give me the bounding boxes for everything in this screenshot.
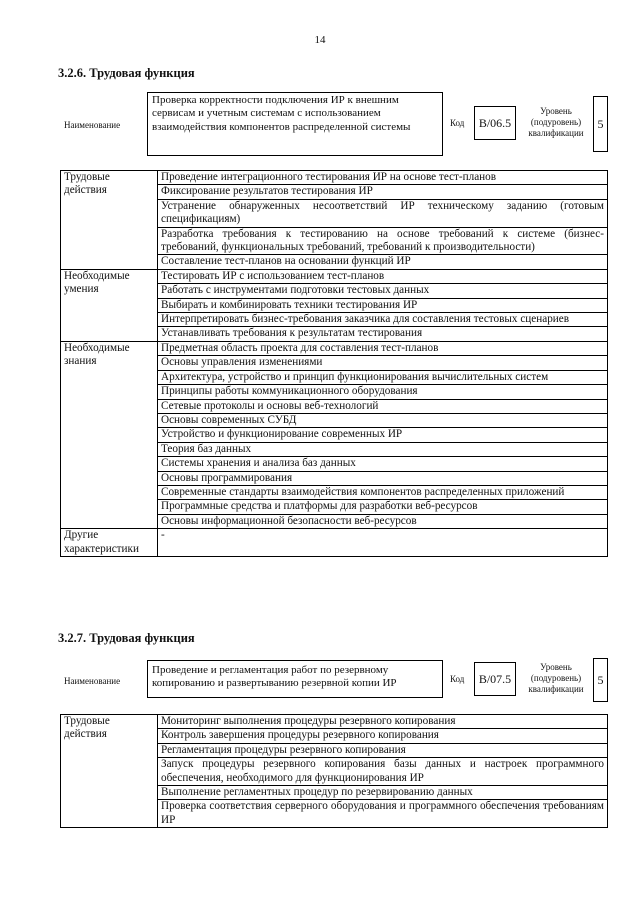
level-label: Уровень (подуровень) квалификации [528,106,584,138]
page-number: 14 [314,34,326,46]
function-name: Проверка корректности подключения ИР к внешним сервисам и учетным системам с использованием взаимодействия компонентов распределенной системы [152,94,411,133]
function-table [60,714,608,828]
function-header [60,658,608,702]
item-cell: Интерпретировать бизнес-требования заказчика для составления тестовых сценариев [158,313,608,327]
item-cell: Основы современных СУБД [158,413,608,427]
table-row [61,269,608,283]
item-cell: Тестировать ИР с использованием тест-планов [158,269,608,283]
section-title: 3.2.7. Трудовая функция [58,631,195,645]
level-box [593,96,608,152]
table-row [61,341,608,355]
item-cell: Современные стандарты взаимодействия компонентов распределенных приложений [158,485,608,499]
item-cell: Составление тест-планов на основании функций ИР [158,255,608,269]
category-cell: Другие характеристики [61,529,158,557]
item-cell: Системы хранения и анализа баз данных [158,457,608,471]
function-name: Проведение и регламентация работ по резервному копированию и развертыванию резервной копии ИР [152,664,397,690]
item-cell: Устройство и функционирование современных ИР [158,428,608,442]
item-cell: Выбирать и комбинировать техники тестирования ИР [158,298,608,312]
item-cell: Запуск процедуры резервного копирования базы данных и настроек программного обеспечения, необходимого для функционирования ИР [158,758,608,786]
category-cell: Необходимые умения [61,269,158,341]
item-cell: Программные средства и платформы для разработки веб-ресурсов [158,500,608,514]
item-cell: Устанавливать требования к результатам тестирования [158,327,608,341]
item-cell: Работать с инструментами подготовки тестовых данных [158,284,608,298]
item-cell: Мониторинг выполнения процедуры резервного копирования [158,715,608,729]
category-cell: Трудовые действия [61,171,158,270]
table-row [61,529,608,557]
function-name-box [147,660,443,698]
name-label: Наименование [64,676,121,686]
table-row [61,171,608,185]
item-cell: Предметная область проекта для составления тест-планов [158,341,608,355]
item-cell: Проведение интеграционного тестирования ИР на основе тест-планов [158,171,608,185]
item-cell: Основы программирования [158,471,608,485]
category-cell: Необходимые знания [61,341,158,528]
item-cell: Проверка соответствия серверного оборудования и программного обеспечения требованиям ИР [158,800,608,828]
item-cell: Теория баз данных [158,442,608,456]
code-label: Код [450,118,465,128]
level-value: 5 [597,116,604,131]
item-cell: Сетевые протоколы и основы веб-технологий [158,399,608,413]
level-box [593,658,608,702]
table-row [61,715,608,729]
level-label: Уровень (подуровень) квалификации [528,662,584,694]
item-cell: Основы управления изменениями [158,356,608,370]
name-label: Наименование [64,120,121,130]
function-name-box [147,92,443,156]
function-table [60,170,608,557]
code-value: B/06.5 [478,115,512,130]
item-cell: Устранение обнаруженных несоответствий ИР техническому заданию (готовым спецификациям) [158,199,608,227]
item-cell: Принципы работы коммуникационного оборудования [158,385,608,399]
item-cell: Контроль завершения процедуры резервного копирования [158,729,608,743]
code-value: B/07.5 [478,671,512,686]
code-label: Код [450,674,465,684]
code-box [474,106,516,140]
item-cell: Архитектура, устройство и принцип функционирования вычислительных систем [158,370,608,384]
item-cell: Фиксирование результатов тестирования ИР [158,185,608,199]
code-box [474,662,516,696]
category-cell: Трудовые действия [61,715,158,828]
function-header [60,92,608,156]
item-cell: Выполнение регламентных процедур по резервированию данных [158,786,608,800]
item-cell: Основы информационной безопасности веб-ресурсов [158,514,608,528]
item-cell: Регламентация процедуры резервного копирования [158,743,608,757]
section-title: 3.2.6. Трудовая функция [58,66,195,80]
item-cell: Разработка требования к тестированию на основе требований к системе (бизнес-требований, функциональных требований, требований к производительности) [158,227,608,255]
item-cell: - [158,529,608,557]
level-value: 5 [597,672,604,687]
